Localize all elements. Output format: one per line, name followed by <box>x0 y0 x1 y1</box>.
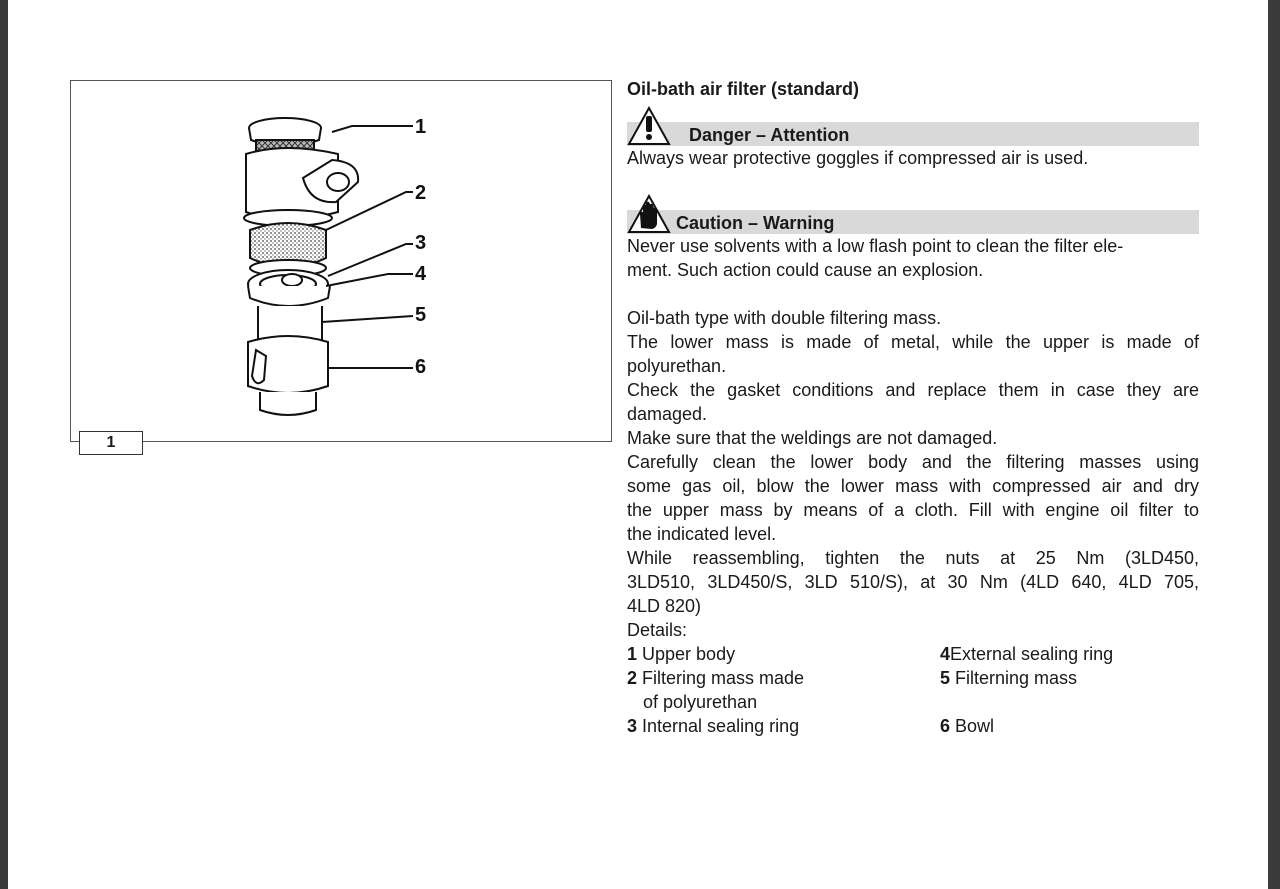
callout-4: 4 <box>415 263 427 285</box>
details-list <box>627 642 1199 738</box>
callout-1: 1 <box>415 116 427 138</box>
figure-number: 1 <box>79 431 143 455</box>
body-line: The lower mass is made of metal, while the upper is made of <box>627 332 1199 352</box>
body-line: Carefully clean the lower body and the filtering masses using <box>627 452 1199 472</box>
body-line: damaged. <box>627 404 708 424</box>
body-line: the upper mass by means of a cloth. Fill with engine oil filter to <box>627 500 1199 520</box>
body-line: While reassembling, tighten the nuts at 25 Nm (3LD450, <box>627 548 1199 568</box>
body-line: the indicated level. <box>627 524 777 544</box>
body-line: 3LD510, 3LD450/S, 3LD 510/S), at 30 Nm (4LD 640, 4LD 705, <box>627 572 1199 592</box>
body-line: Make sure that the weldings are not damaged. <box>627 428 998 448</box>
detail-item-2-continued: of polyurethan <box>643 692 758 712</box>
caution-text-line-1: Never use solvents with a low flash point to clean the filter ele- <box>627 236 1124 256</box>
caution-title: Caution – Warning <box>676 213 835 233</box>
detail-item-1: 1 Upper body <box>627 644 736 664</box>
detail-item-4: 4External sealing ring <box>940 644 1114 664</box>
text-column <box>627 76 1199 738</box>
exclamation-triangle-icon <box>627 106 671 146</box>
danger-text: Always wear protective goggles if compressed air is used. <box>627 148 1089 168</box>
callout-6: 6 <box>415 356 427 378</box>
danger-banner <box>627 122 1199 146</box>
section-heading: Oil-bath air filter (standard) <box>627 79 860 99</box>
callout-5: 5 <box>415 304 427 326</box>
body-line: polyurethan. <box>627 356 727 376</box>
detail-item-5: 5 Filterning mass <box>940 668 1078 688</box>
body-line: Check the gasket conditions and replace them in case they are <box>627 380 1199 400</box>
danger-title: Danger – Attention <box>689 125 850 145</box>
right-window-edge <box>1268 0 1280 889</box>
detail-item-2: 2 Filtering mass made <box>627 668 805 688</box>
callout-3: 3 <box>415 232 427 254</box>
detail-item-3: 3 Internal sealing ring <box>627 716 800 736</box>
detail-item-6: 6 Bowl <box>940 716 995 736</box>
body-line: some gas oil, blow the lower mass with compressed air and dry <box>627 476 1199 496</box>
air-filter-exploded-diagram <box>70 80 612 442</box>
caution-banner <box>627 210 1199 234</box>
body-line: Oil-bath type with double filtering mass. <box>627 308 942 328</box>
callout-2: 2 <box>415 182 427 204</box>
hand-triangle-icon <box>627 194 671 234</box>
details-label: Details: <box>627 620 688 640</box>
body-line: 4LD 820) <box>627 596 702 616</box>
caution-text-line-2: ment. Such action could cause an explosion. <box>627 260 984 280</box>
left-window-edge <box>0 0 8 889</box>
